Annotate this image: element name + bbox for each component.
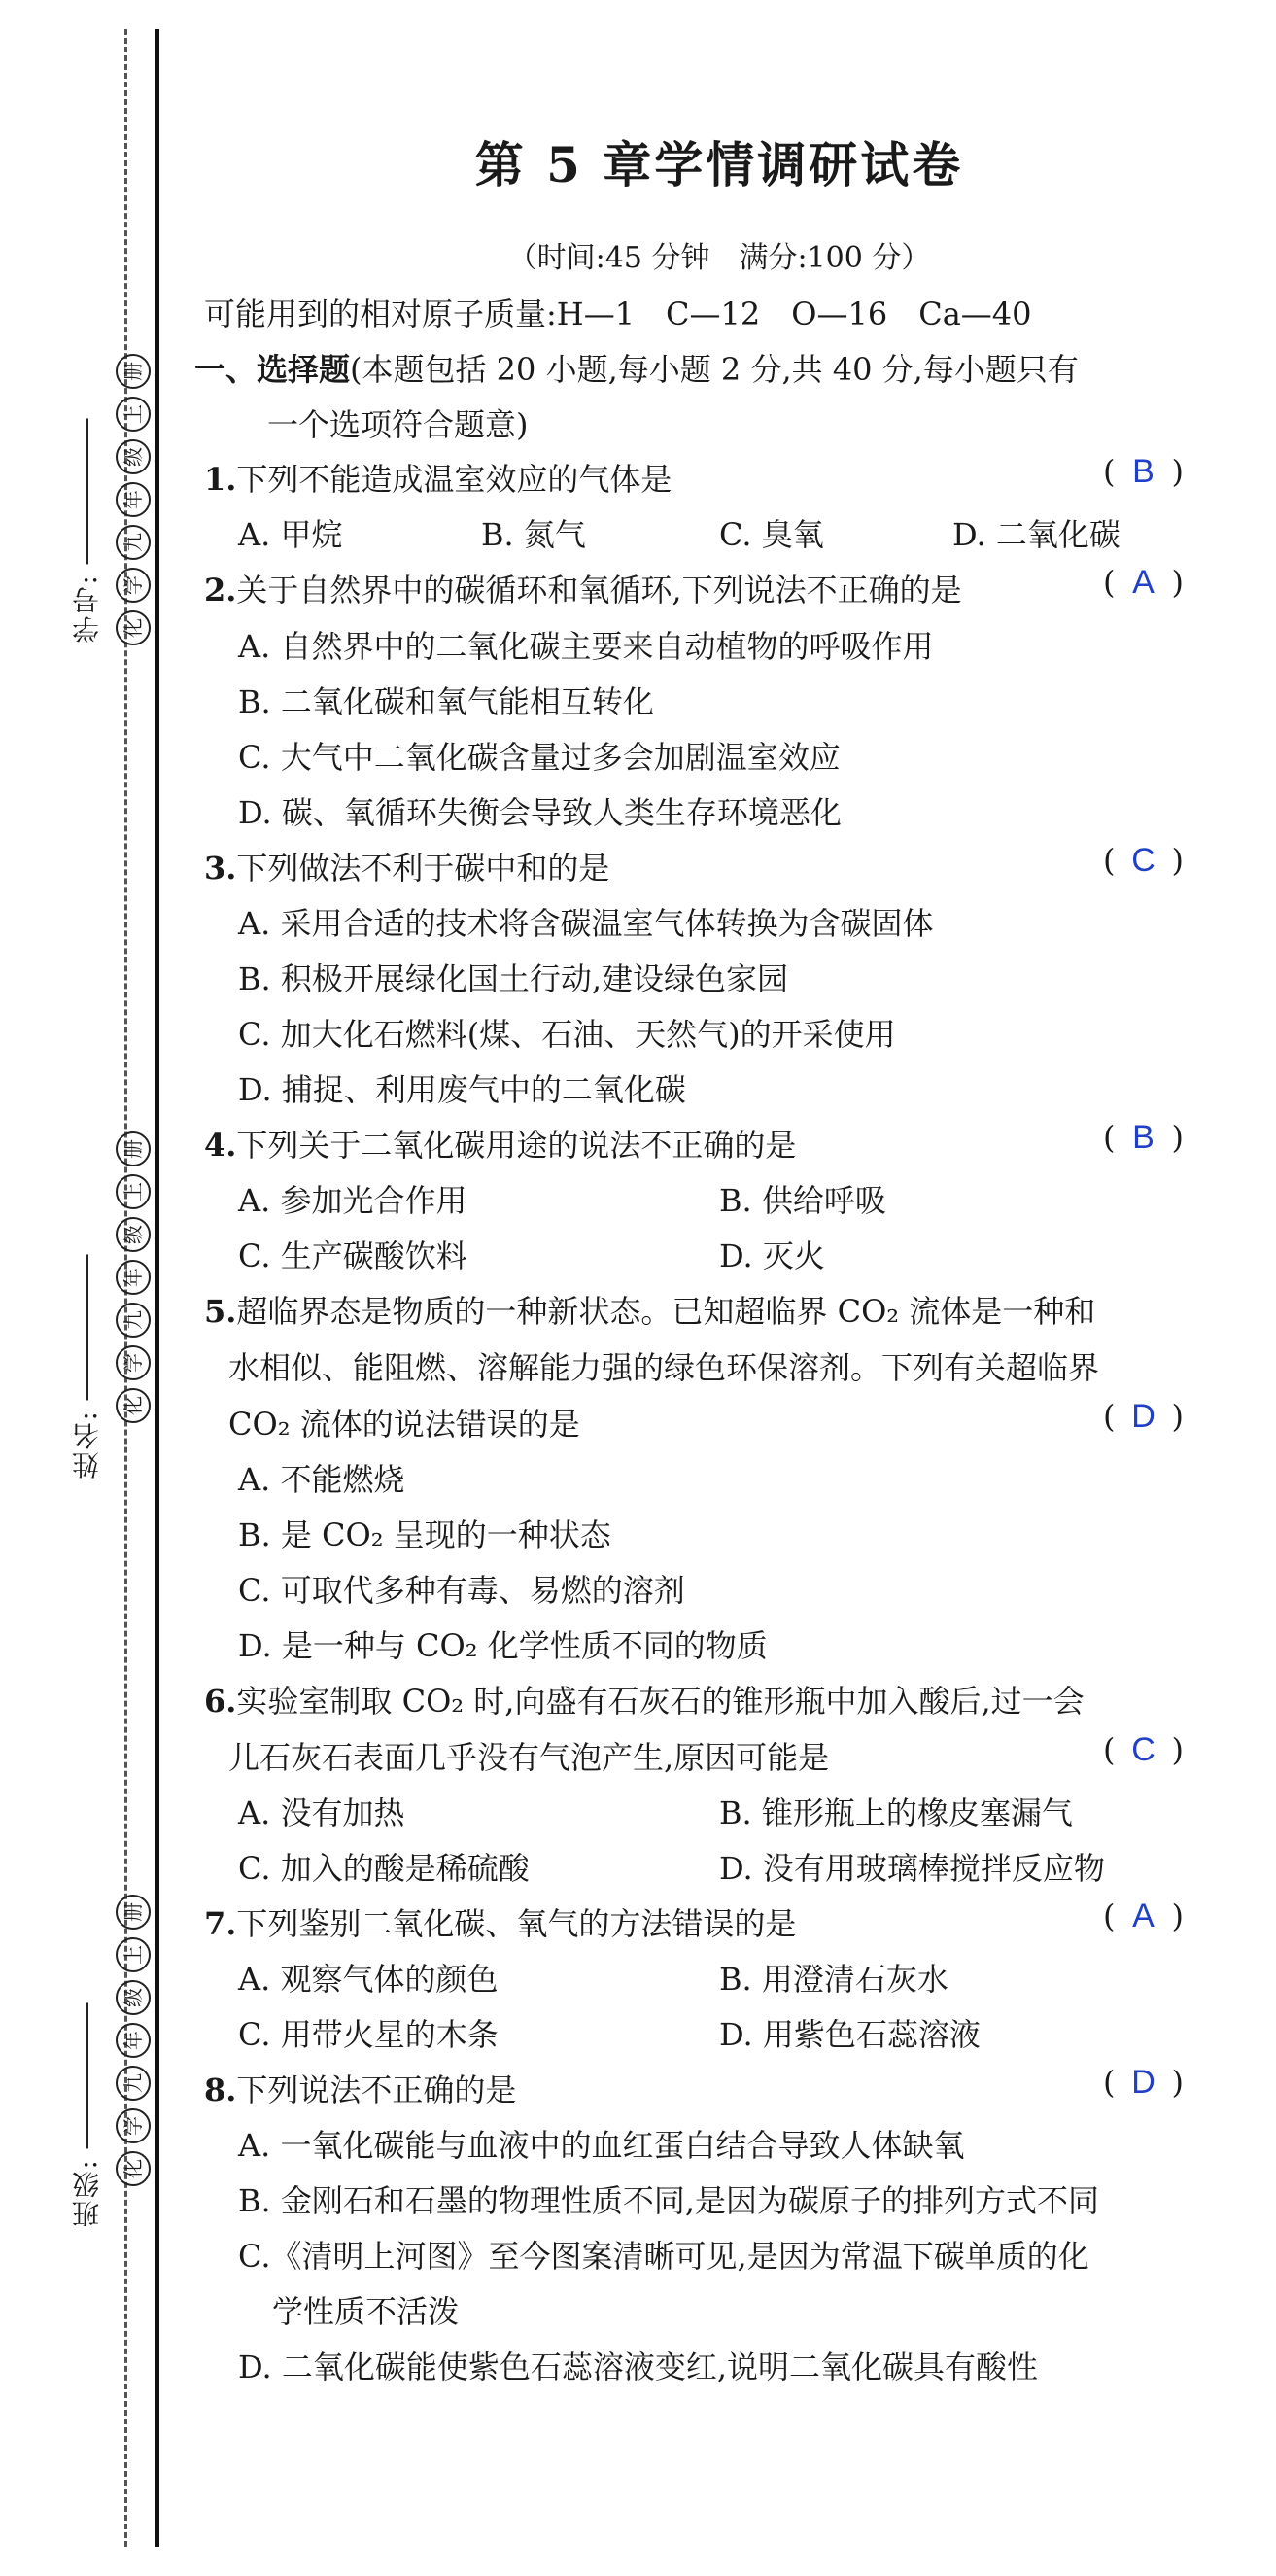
q4-option-a[interactable]: A. 参加光合作用 [238,1182,467,1219]
student-no-label: 学号: [71,574,103,644]
answer-8: ( D ) [1103,2064,1184,2101]
q3-option-a[interactable]: A. 采用合适的技术将含碳温室气体转换为含碳固体 [238,905,934,942]
answer-1: ( B ) [1103,453,1184,490]
q8-option-d[interactable]: D. 二氧化碳能使紫色石蕊溶液变红,说明二氧化碳具有酸性 [238,2349,1039,2385]
section-title: 一、选择题 [194,351,351,388]
q7-option-a[interactable]: A. 观察气体的颜色 [238,1961,499,1998]
student-no-blank[interactable] [86,418,88,564]
binding-line [155,29,159,2547]
question-6: 6.实验室制取 CO₂ 时,向盛有石灰石的锥形瓶中加入酸后,过一会 [204,1683,1085,1720]
question-6-line-2: 儿石灰石表面几乎没有气泡产生,原因可能是 [228,1739,830,1776]
answer-6: ( C ) [1103,1731,1184,1768]
q3-option-c[interactable]: C. 加大化石燃料(煤、石油、天然气)的开采使用 [238,1016,896,1053]
q8-option-c-cont: 学性质不活泼 [272,2293,460,2330]
name-label: 姓名: [71,1410,103,1479]
q8-option-a[interactable]: A. 一氧化碳能与血液中的血红蛋白结合导致人体缺氧 [238,2127,965,2164]
class-label: 班级: [71,2158,103,2228]
answer-5: ( D ) [1103,1398,1184,1435]
name-field [58,1254,117,1479]
exam-meta: （时间:45 分钟 满分:100 分） [507,241,931,275]
grade-tag-1: 册 上 级 年 九 学 化 [115,350,152,649]
answer-7: ( A ) [1103,1897,1184,1934]
page-title: 第 5 章学情调研试卷 [474,136,964,193]
q4-option-d[interactable]: D. 灭火 [719,1237,825,1274]
q7-option-c[interactable]: C. 用带火星的木条 [238,2016,499,2053]
question-8: 8.下列说法不正确的是 [204,2071,517,2108]
q5-option-a[interactable]: A. 不能燃烧 [238,1461,405,1498]
q2-option-a[interactable]: A. 自然界中的二氧化碳主要来自动植物的呼吸作用 [238,628,934,665]
grade-tag-3: 册 上 级 年 九 学 化 [115,1891,152,2190]
q3-option-d[interactable]: D. 捕捉、利用废气中的二氧化碳 [238,1071,686,1108]
question-2: 2.关于自然界中的碳循环和氧循环,下列说法不正确的是 [204,572,962,609]
question-1: 1.下列不能造成温室效应的气体是 [204,461,672,498]
section-desc: (本题包括 20 小题,每小题 2 分,共 40 分,每小题只有 [350,351,1079,388]
q4-option-c[interactable]: C. 生产碳酸饮料 [238,1237,467,1274]
q8-option-b[interactable]: B. 金刚石和石墨的物理性质不同,是因为碳原子的排列方式不同 [238,2182,1100,2219]
question-3: 3.下列做法不利于碳中和的是 [204,850,610,887]
question-5: 5.超临界态是物质的一种新状态。已知超临界 CO₂ 流体是一种和 [204,1293,1096,1330]
question-7: 7.下列鉴别二氧化碳、氧气的方法错误的是 [204,1905,797,1942]
q2-option-d[interactable]: D. 碳、氧循环失衡会导致人类生存环境恶化 [238,794,842,831]
question-5-line-3: CO₂ 流体的说法错误的是 [228,1406,580,1443]
q1-option-c[interactable]: C. 臭氧 [719,516,824,553]
q2-option-c[interactable]: C. 大气中二氧化碳含量过多会加剧温室效应 [238,739,841,776]
q8-option-c[interactable]: C.《清明上河图》至今图案清晰可见,是因为常温下碳单质的化 [238,2238,1089,2275]
q6-option-a[interactable]: A. 没有加热 [238,1794,405,1831]
class-blank[interactable] [86,2002,88,2148]
q4-option-b[interactable]: B. 供给呼吸 [719,1182,886,1219]
q1-option-a[interactable]: A. 甲烷 [238,516,343,553]
q1-option-d[interactable]: D. 二氧化碳 [952,516,1121,553]
q5-option-d[interactable]: D. 是一种与 CO₂ 化学性质不同的物质 [238,1627,768,1664]
q5-option-b[interactable]: B. 是 CO₂ 呈现的一种状态 [238,1516,611,1553]
q3-option-b[interactable]: B. 积极开展绿化国土行动,建设绿色家园 [238,960,789,997]
q2-option-b[interactable]: B. 二氧化碳和氧气能相互转化 [238,683,654,720]
binding-margin [0,0,185,2576]
question-5-line-2: 水相似、能阻燃、溶解能力强的绿色环保溶剂。下列有关超临界 [228,1349,1100,1386]
q5-option-c[interactable]: C. 可取代多种有毒、易燃的溶剂 [238,1572,685,1609]
answer-3: ( C ) [1103,842,1184,879]
grade-tag-2: 册 上 级 年 九 学 化 [115,1128,152,1427]
answer-4: ( B ) [1103,1119,1184,1156]
q6-option-d[interactable]: D. 没有用玻璃棒搅拌反应物 [719,1850,1105,1887]
name-blank[interactable] [86,1254,88,1400]
section-header [194,345,1079,390]
q7-option-d[interactable]: D. 用紫色石蕊溶液 [719,2016,981,2053]
atomic-mass-note: 可能用到的相对原子质量:H—1 C—12 O—16 Ca—40 [204,296,1032,332]
q7-option-b[interactable]: B. 用澄清石灰水 [719,1961,948,1998]
q6-option-b[interactable]: B. 锥形瓶上的橡皮塞漏气 [719,1794,1073,1831]
class-field [58,2002,117,2227]
student-no-field [58,418,117,643]
question-4: 4.下列关于二氧化碳用途的说法不正确的是 [204,1127,797,1164]
q6-option-c[interactable]: C. 加入的酸是稀硫酸 [238,1850,530,1887]
answer-2: ( A ) [1103,564,1184,601]
q1-option-b[interactable]: B. 氮气 [481,516,586,553]
section-desc-cont: 一个选项符合题意) [267,406,529,443]
